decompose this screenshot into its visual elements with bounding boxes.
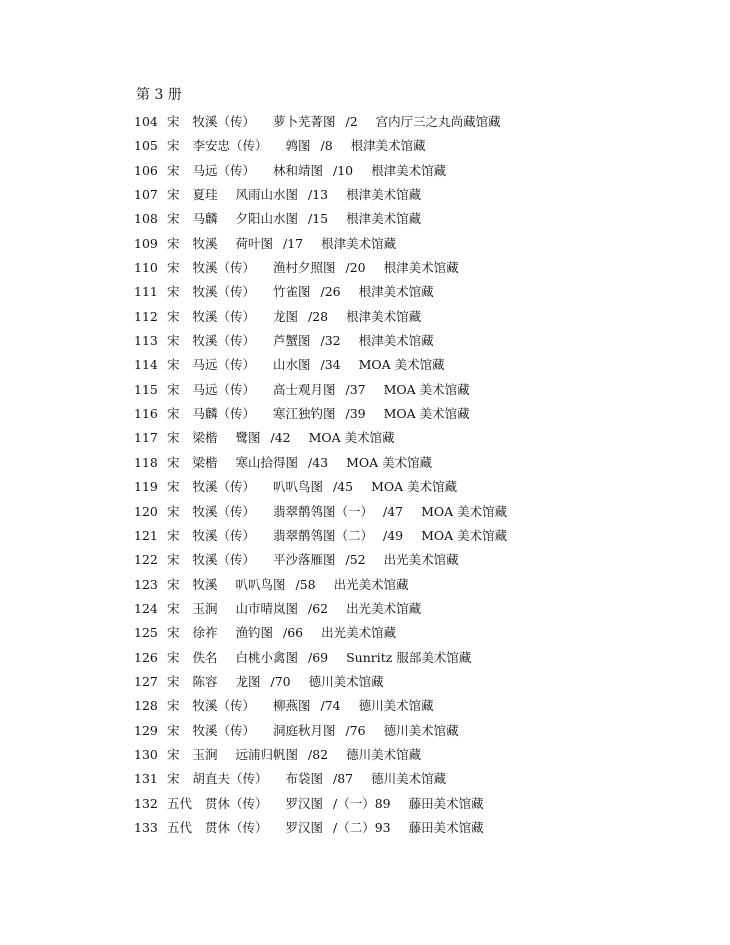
entry-artist: 牧溪（传）	[192, 479, 255, 495]
entry-page: /82	[307, 746, 329, 762]
entry-dynasty: 宋	[166, 576, 180, 592]
catalog-entry	[134, 769, 507, 793]
entry-artist: 牧溪（传）	[192, 527, 255, 543]
entry-page: /76	[345, 722, 366, 738]
entry-page: /69	[307, 649, 329, 665]
entry-page: /52	[345, 552, 366, 568]
entry-collection: 出光美术馆藏	[383, 552, 459, 568]
entry-title: 荷叶图	[235, 235, 273, 251]
entry-title: 平沙落雁图	[272, 552, 336, 568]
catalog-entry	[134, 136, 507, 160]
catalog-entry	[134, 696, 507, 720]
entry-artist: 马远（传）	[192, 357, 255, 373]
entry-title: 芦蟹图	[272, 333, 311, 349]
entry-page: /20	[345, 260, 366, 276]
entry-page: /70	[270, 673, 291, 689]
catalog-entry	[134, 477, 507, 501]
entry-title: 渔村夕照图	[272, 260, 336, 276]
entry-title: 叭叭鸟图	[235, 576, 286, 592]
catalog-entry	[134, 648, 507, 672]
entry-page: /（二）93	[332, 819, 391, 835]
entry-collection: MOA 美术馆藏	[421, 503, 508, 519]
catalog-entry	[134, 575, 507, 599]
entry-page: /28	[307, 308, 329, 324]
entry-collection: 德川美术馆藏	[358, 698, 434, 714]
entry-page: /10	[332, 162, 354, 178]
entry-title: 渔钓图	[235, 625, 273, 641]
entry-collection: MOA 美术馆藏	[383, 406, 470, 422]
entry-page: /47	[382, 503, 404, 519]
entry-number: 117	[134, 430, 158, 446]
entry-dynasty: 宋	[166, 625, 180, 641]
entry-page: /42	[270, 430, 291, 446]
entry-number: 110	[134, 260, 158, 276]
entry-title: 叭叭鸟图	[272, 479, 323, 495]
catalog-entry	[134, 502, 507, 526]
entry-collection: Sunritz 服部美术馆藏	[346, 649, 472, 665]
entry-page: /62	[307, 600, 329, 616]
entry-page: /（一）89	[332, 795, 391, 811]
entry-artist: 梁楷	[192, 430, 218, 446]
entry-collection: MOA 美术馆藏	[383, 381, 470, 397]
entry-collection: 根津美术馆藏	[371, 162, 447, 178]
entry-page: /8	[320, 138, 333, 154]
entry-page: /66	[282, 625, 304, 641]
entry-collection: 出光美术馆藏	[346, 600, 422, 616]
entry-number: 113	[134, 333, 158, 349]
entry-artist: 梁楷	[192, 454, 218, 470]
entry-dynasty: 宋	[166, 187, 180, 203]
entry-number: 112	[134, 308, 158, 324]
entry-title: 高士观月图	[272, 381, 336, 397]
entry-title: 林和靖图	[272, 162, 323, 178]
entry-dynasty: 宋	[166, 600, 180, 616]
entry-number: 111	[134, 284, 158, 300]
entry-title: 寒山拾得图	[235, 454, 298, 470]
catalog-entry	[134, 161, 507, 185]
entry-artist: 马远（传）	[192, 381, 255, 397]
entry-collection: 出光美术馆藏	[321, 625, 397, 641]
entry-dynasty: 宋	[166, 649, 180, 665]
entry-collection: MOA 美术馆藏	[421, 527, 508, 543]
entry-dynasty: 宋	[166, 722, 180, 738]
entry-number: 130	[134, 746, 158, 762]
catalog-entry	[134, 453, 507, 477]
entry-title: 夕阳山水图	[235, 211, 298, 227]
entry-number: 108	[134, 211, 158, 227]
entry-dynasty: 宋	[166, 503, 180, 519]
entry-page: /39	[345, 406, 366, 422]
entry-page: /74	[320, 698, 341, 714]
entry-number: 107	[134, 187, 158, 203]
entry-title: 罗汉图	[285, 795, 323, 811]
entry-artist: 贯休（传）	[204, 819, 268, 835]
catalog-list	[134, 112, 507, 842]
entry-collection: 德川美术馆藏	[383, 722, 459, 738]
entry-title: 竹雀图	[272, 284, 311, 300]
entry-page: /49	[382, 527, 404, 543]
entry-page: /43	[307, 454, 329, 470]
entry-artist: 牧溪	[192, 235, 218, 251]
entry-title: 风雨山水图	[235, 187, 298, 203]
entry-artist: 马麟	[192, 211, 218, 227]
volume-heading: 第 3 册	[136, 87, 182, 103]
entry-artist: 胡直夫（传）	[192, 771, 268, 787]
entry-number: 131	[134, 771, 158, 787]
entry-page: /34	[320, 357, 341, 373]
entry-artist: 牧溪（传）	[192, 308, 255, 324]
entry-dynasty: 宋	[166, 771, 180, 787]
entry-title: 洞庭秋月图	[272, 722, 336, 738]
entry-title: 布袋图	[285, 771, 323, 787]
entry-number: 132	[134, 795, 158, 811]
catalog-entry	[134, 599, 507, 623]
catalog-entry	[134, 550, 507, 574]
catalog-entry	[134, 234, 507, 258]
entry-dynasty: 宋	[166, 430, 180, 446]
entry-number: 126	[134, 649, 158, 665]
entry-collection: MOA 美术馆藏	[346, 454, 433, 470]
entry-number: 119	[134, 479, 158, 495]
catalog-entry	[134, 185, 507, 209]
entry-number: 133	[134, 819, 158, 835]
entry-collection: 根津美术馆藏	[346, 211, 422, 227]
entry-page: /58	[295, 576, 316, 592]
entry-collection: MOA 美术馆藏	[308, 430, 395, 446]
entry-dynasty: 宋	[166, 673, 180, 689]
entry-page: /13	[307, 187, 329, 203]
entry-number: 125	[134, 625, 158, 641]
entry-page: /37	[345, 381, 366, 397]
entry-artist: 夏珪	[192, 187, 218, 203]
entry-collection: 藤田美术馆藏	[408, 819, 484, 835]
entry-artist: 陈容	[192, 673, 218, 689]
entry-dynasty: 宋	[166, 114, 180, 129]
entry-dynasty: 宋	[166, 381, 180, 397]
catalog-entry	[134, 672, 507, 696]
entry-title: 龙图	[235, 673, 261, 689]
entry-title: 龙图	[272, 308, 298, 324]
entry-dynasty: 宋	[166, 357, 180, 373]
entry-title: 翡翠鹡鸰图（二）	[272, 527, 373, 543]
entry-dynasty: 宋	[166, 746, 180, 762]
entry-artist: 牧溪（传）	[192, 552, 255, 568]
entry-page: /26	[320, 284, 341, 300]
entry-page: /87	[332, 771, 354, 787]
entry-number: 109	[134, 235, 158, 251]
entry-collection: 德川美术馆藏	[371, 771, 447, 787]
entry-dynasty: 宋	[166, 162, 180, 178]
entry-title: 罗汉图	[285, 819, 323, 835]
entry-title: 柳燕图	[272, 698, 311, 714]
entry-artist: 佚名	[192, 649, 218, 665]
entry-artist: 贯休（传）	[204, 795, 268, 811]
entry-artist: 马远（传）	[192, 162, 255, 178]
entry-number: 114	[134, 357, 158, 373]
entry-dynasty: 宋	[166, 211, 180, 227]
catalog-entry	[134, 282, 507, 306]
entry-collection: 根津美术馆藏	[321, 235, 397, 251]
entry-dynasty: 宋	[166, 308, 180, 324]
entry-number: 127	[134, 673, 158, 689]
entry-page: /2	[345, 114, 358, 129]
catalog-entry	[134, 526, 507, 550]
entry-dynasty: 宋	[166, 552, 180, 568]
entry-artist: 徐祚	[192, 625, 218, 641]
entry-page: /17	[282, 235, 304, 251]
entry-artist: 牧溪（传）	[192, 503, 255, 519]
entry-dynasty: 五代	[166, 795, 192, 811]
entry-collection: 根津美术馆藏	[383, 260, 459, 276]
catalog-entry	[134, 623, 507, 647]
entry-number: 123	[134, 576, 158, 592]
entry-title: 寒江独钓图	[272, 406, 336, 422]
entry-artist: 玉涧	[192, 600, 218, 616]
entry-page: /32	[320, 333, 341, 349]
catalog-entry	[134, 818, 507, 842]
catalog-entry	[134, 307, 507, 331]
entry-collection: 根津美术馆藏	[358, 284, 434, 300]
catalog-entry	[134, 404, 507, 428]
entry-collection: 根津美术馆藏	[346, 308, 422, 324]
entry-dynasty: 宋	[166, 138, 180, 154]
entry-number: 116	[134, 406, 158, 422]
entry-number: 124	[134, 600, 158, 616]
entry-dynasty: 宋	[166, 527, 180, 543]
entry-artist: 牧溪	[192, 576, 218, 592]
entry-collection: MOA 美术馆藏	[358, 357, 445, 373]
entry-dynasty: 宋	[166, 698, 180, 714]
entry-artist: 李安忠（传）	[192, 138, 268, 154]
entry-number: 120	[134, 503, 158, 519]
entry-page: /15	[307, 211, 329, 227]
entry-artist: 牧溪（传）	[192, 698, 255, 714]
entry-title: 翡翠鹡鸰图（一）	[272, 503, 373, 519]
entry-title: 山水图	[272, 357, 311, 373]
entry-dynasty: 宋	[166, 406, 180, 422]
entry-collection: 根津美术馆藏	[358, 333, 434, 349]
catalog-entry	[134, 331, 507, 355]
entry-dynasty: 宋	[166, 284, 180, 300]
entry-number: 122	[134, 552, 158, 568]
entry-title: 鹭图	[235, 430, 261, 446]
entry-title: 鹑图	[285, 138, 311, 154]
catalog-entry	[134, 380, 507, 404]
catalog-entry	[134, 794, 507, 818]
entry-number: 129	[134, 722, 158, 738]
entry-dynasty: 宋	[166, 235, 180, 251]
entry-dynasty: 宋	[166, 454, 180, 470]
entry-page: /45	[332, 479, 354, 495]
entry-dynasty: 宋	[166, 260, 180, 276]
entry-artist: 马麟（传）	[192, 406, 255, 422]
entry-dynasty: 宋	[166, 333, 180, 349]
catalog-entry	[134, 721, 507, 745]
entry-collection: 根津美术馆藏	[346, 187, 422, 203]
entry-artist: 牧溪（传）	[192, 722, 255, 738]
entry-number: 128	[134, 698, 158, 714]
entry-number: 105	[134, 138, 158, 154]
entry-collection: 德川美术馆藏	[346, 746, 422, 762]
entry-artist: 牧溪（传）	[192, 333, 255, 349]
entry-artist: 牧溪（传）	[192, 114, 255, 129]
catalog-entry	[134, 355, 507, 379]
entry-number: 106	[134, 162, 158, 178]
entry-title: 白桃小禽图	[235, 649, 298, 665]
entry-artist: 牧溪（传）	[192, 260, 255, 276]
entry-artist: 玉涧	[192, 746, 218, 762]
catalog-entry	[134, 258, 507, 282]
entry-title: 萝卜芜菁图	[272, 114, 336, 129]
entry-number: 104	[134, 114, 158, 129]
entry-number: 118	[134, 454, 158, 470]
entry-collection: 根津美术馆藏	[350, 138, 426, 154]
entry-dynasty: 宋	[166, 479, 180, 495]
entry-title: 山市晴岚图	[235, 600, 298, 616]
entry-number: 121	[134, 527, 158, 543]
entry-dynasty: 五代	[166, 819, 192, 835]
entry-collection: 德川美术馆藏	[308, 673, 384, 689]
catalog-entry	[134, 428, 507, 452]
entry-collection: 出光美术馆藏	[333, 576, 409, 592]
entry-artist: 牧溪（传）	[192, 284, 255, 300]
entry-collection: 藤田美术馆藏	[408, 795, 484, 811]
catalog-entry	[134, 112, 507, 136]
entry-collection: 宫内厅三之丸尚藏馆藏	[375, 114, 501, 129]
entry-title: 远浦归帆图	[235, 746, 298, 762]
entry-number: 115	[134, 381, 158, 397]
catalog-entry	[134, 745, 507, 769]
entry-collection: MOA 美术馆藏	[371, 479, 458, 495]
catalog-entry	[134, 209, 507, 233]
